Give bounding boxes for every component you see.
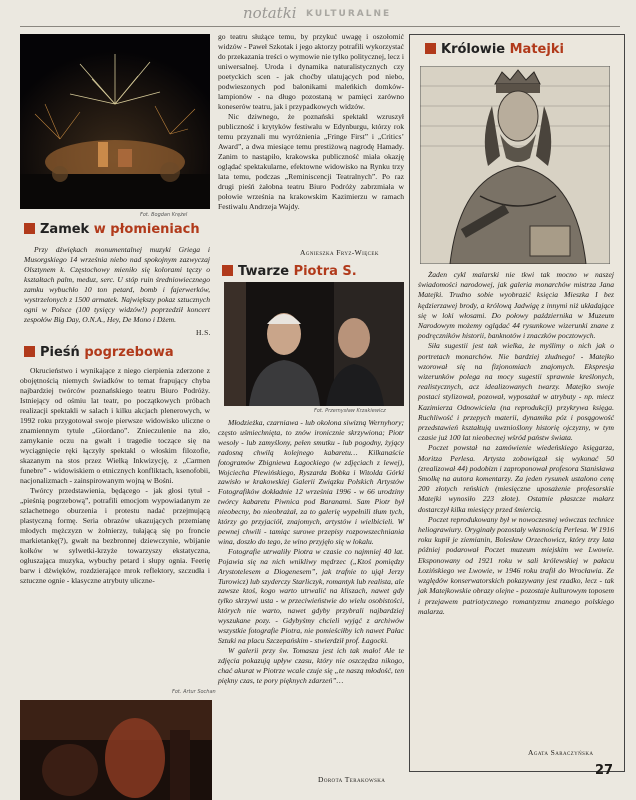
twarze-headline-accent: Piotra S. xyxy=(293,264,357,279)
matejko-signature: Agata Saraczyńska xyxy=(528,748,594,757)
fireworks-photo-art xyxy=(20,34,210,209)
piesn-headline-accent: pogrzebowa xyxy=(84,345,174,360)
fireworks-photo xyxy=(20,34,210,209)
theatre-photo xyxy=(20,700,212,800)
zamek-headline-plain: Zamek xyxy=(40,222,90,237)
section-header-italic: notatki xyxy=(243,4,297,22)
piesn-body xyxy=(20,366,210,586)
matejko-paragraph: Siła sugestii jest tak wielka, że myślimy o nich jak o portretach monarchów. Nie bardziej złudnego! - Matejko wzorował się na fizjonomiach znajomych. Ekspresja wizerunków polega na mocy sugestii sprawnie kreślonych, realistycznych, acz idealizowanych twarzy. Matejko swoje postaci stylizował, pozował, wyposażał w atrybuty - np. miecz Kazimierza Odnowiciela (na reprodukcji) przykrywa księga. Ruchliwość i przepych materii, dynamika póz i posągowość przedstawień kształtują uwznioślony historię ojczyzny, w tym czasie już 100 lat nieobecnej wśród państw świata. xyxy=(418,341,614,443)
matejko-headline-accent: Matejki xyxy=(509,42,564,57)
column2-signature: Agnieszka Fryz-Więcek xyxy=(300,248,379,257)
matejko-headline-plain: Królowie xyxy=(441,42,506,57)
headline-square-icon xyxy=(425,43,436,54)
twarze-paragraph: Młodzieżka, czarniawa - lub okolona siwizną Wernyhory; często uśmiechnięta, to znów ironicznie skrzywiona; Piotr wesoły - lub zamyślony, pełen smutku - lub pogodny, żyjący radosną chwilą kolejnego kabaretu… Kilkanaście fotogramów Zbigniewa Łagockiego (w zdjęciach z lewej), Wojciecha Plewińskiego, Ryszarda Bobka i Witolda Górki zawisło w krakowskiej Galerii Związku Polskich Artystów Fotografików dokładnie 12 września 1996 - w 66 urodziny twórcy kabaretu Piwnica pod Baranami. Sam Piotr był nieobecny, bo nieobrażał, za to galerię wypełnili tłum tych, którzy go przyjaciół, znajomych, artystów i wielbicieli. W pewnej chwili - tamiąc surowe przepisy rozpowszechniania wina, doszło do tego, że wino przyjęło się w lokalu. xyxy=(218,418,404,546)
matejko-paragraph: Żaden cykl malarski nie tkwi tak mocno w naszej świadomości narodowej, jak galeria monarchów mistrza Jana Matejki. Trudno sobie wyobrazić księcia Mieszka I bez kędzierzawej brody, a królową Jadwigę z innymi niż układające się w loki włosami. Do połowy października w Muzeum Narodowym możemy oglądać 44 rysunkowe wizerunki znane z podręczników historii, banknotów i znaczków pocztowych. xyxy=(418,270,614,341)
section-header-caps: KULTURALNE xyxy=(306,9,392,19)
piotr-photo xyxy=(224,282,404,406)
piesn-paragraph: Okrucieństwo i wynikające z niego cierpienia zderzone z obojętnością niemych świadków to temat frapujący chyba najbardziej twórców poznańskiego teatru Biuro Podróży. Istniejący od ośmiu lat teatr, po początkowych próbach realizacji spektakli w salach i kilku akcjach plenerowych, w 1992 roku przygotował swoje pierwsze widowisko uliczne o znamiennym tytule „Giordano”. Znieczulenie na zło, zamykanie oczu na gwałt i tragedie toczące się na wyciągnięcie ręki łączyły spektakl o włoskim filozofie, skazanym na stos przez Wielką Inkwizycję, z „Carmen funebre” - widowiskiem o etnicznych konfliktach, ksenofobii, nacjonalizmach - zainspirowanym wojną w Bośni. xyxy=(20,366,210,485)
theatre-photo-credit: Fot. Artur Sochan xyxy=(172,689,216,695)
column2-paragraph: Nic dziwnego, że poznański spektakl wzruszył publiczność i krytyków festiwalu w Edynburgu, którzy rok temu przyznali mu wyróżnienia „Fringe First” i „Critics’ Award”, a dwa miesiące temu prestiżową nagrodę Hamady. Zanim to nastąpiło, krakowska publiczność miała okazję oglądać spektakularne, efektowne widowisko na Rynku trzy lata temu, podczas „Reminiscencji Teatralnych”. Po raz drugi pieśń żałobna teatru Biuro Podróży zabrzmiała w połowie września na krakowskim Kazimierzu w ramach Festiwalu Andrzeja Wajdy. xyxy=(218,112,404,211)
fireworks-photo-credit: Fot. Bogdan Krężel xyxy=(140,212,188,218)
theatre-photo-art xyxy=(20,700,212,800)
piotr-photo-art xyxy=(224,282,404,406)
matejko-paragraph: Poczet reprodukowany był w nowoczesnej wówczas technice heliograwiury. Oryginały pozostały własnością Perlesa. W 1916 roku kupił je ziemianin, Bolesław Orzechowicz, który trzy lata później podarował Poczet muzeum miejskim we Lwowie. Eksponowany od 1921 roku w sali królewskiej w pałacu Łozińskiego we Lwowie, w 1946 roku trafił do Wrocławia. Ze względów konserwatorskich pokazywany jest rzadko, lecz - tak jak Matejkowskie obrazy olejne - pozostaje kulturowym toposem i przejawem patriotycznego romantyzmu znanego polskiego malarza. xyxy=(418,514,614,616)
king-engraving xyxy=(420,66,610,264)
piotr-photo-credit: Fot. Przemysław Krzakiewicz xyxy=(314,408,386,414)
zamek-headline-accent: w płomieniach xyxy=(93,222,200,237)
headline-square-icon xyxy=(222,265,233,276)
twarze-headline xyxy=(222,264,357,279)
piesn-headline xyxy=(24,345,174,360)
column2-paragraph: go teatru służące temu, by przykuć uwagę i oszołomić widzów - Paweł Szkotak i jego aktorzy potrafili wykorzystać do przekazania treści o wymowie nie tylko politycznej, lecz i uniwersalnej. Uroda i dynamika naturalistycznych czy poetyckich scen - jak choćby ulatujących pod niebo, podwieszonych pod balonikami maleńkich domków-lampionów - na długo pozostaną w pamięci zarówno koneserów teatru, jak i przypadkowych widzów. xyxy=(218,32,404,111)
twarze-body xyxy=(218,418,404,685)
header-rule xyxy=(20,26,620,27)
twarze-signature: Dorota Terakowska xyxy=(318,775,386,784)
zamek-signature: H.S. xyxy=(196,328,211,337)
column2-body xyxy=(218,32,404,212)
zamek-body: Przy dźwiękach monumentalnej muzyki Griega i Musorgskiego 14 września niebo nad spokojnym zazwyczaj Olsztynem k. Częstochowy mieniło się kolorami tęczy o kształtach palm, meduz, serc. U stóp ruin średniowiecznego zamku wybuchło 10 ton petard, bomb i fajerwerków, wystrzelonych z 1500 armatek. Największy pokaz sztucznych ogni w Polsce (100 tysięcy widzów!) poprzedził koncert zespołów Big Day, O.N.A., Hey, De Mono i Dżem. xyxy=(24,245,210,324)
king-engraving-art xyxy=(420,66,610,264)
page-number: 27 xyxy=(595,763,614,778)
piesn-paragraph: Twórcy przedstawienia, będącego - jak głosi tytuł - „pieśnią pogrzebową”, potrafili emocjom wypowiadanym ze szlachetnego oburzenia i protestu nadać przejmującą plastyczną formę. Seria obrazów ukazujących przemianę młodych mężczyzn w żołnierzy, tułającą się po froncie markietankę(?), gwałt na bezbronnej dziewczynie, wbijanie kołków w sylwetki-krzyże towarzyszy ekstatyczna, ogłuszająca muzyka, wybuchy petard i słupy ognia. Feerię barw i dźwięków, rozdzierające mrok reflektory, szczudła i sztuczne ognie - klasyczne atrybuty uliczne- xyxy=(20,486,210,585)
twarze-paragraph: W galerii przy św. Tomasza jest ich tak mało! Ale te zdjęcia pokazują upływ czasu, który nie oszczędza nikogo, chać akurat w Piotrze wcale czuje się „te naszą młodość, ten piękny czas, te pory pięknych zdarzeń”… xyxy=(218,645,404,685)
matejko-body xyxy=(418,270,614,617)
matejko-headline xyxy=(425,42,564,57)
piesn-headline-plain: Pieśń xyxy=(40,345,80,360)
zamek-headline xyxy=(24,222,200,237)
headline-square-icon xyxy=(24,223,35,234)
headline-square-icon xyxy=(24,346,35,357)
twarze-paragraph: Fotografie utrwaliły Piotra w czasie co najmniej 40 lat. Pojawia się na nich wnikliwy mędrzec („Ktoś pomiędzy Arystotelesem a Diogenesem”, jak trafnie to ujął Jerzy Turowicz) lub szyderczy Starliczyk, romantyk lub realista, ale zawsze ktoś, kogo warto utrwalić na kliszach, nawet gdy tylko skrzywi usta - w przeciwieństwie do wielu osobistości, których nie warto, nawet gdyby przybrali najbardziej wyszukane pozy. - Gdybyśmy chcieli wyjąć z archiwów wszystkie fotografie Piotra, nie pomieściłby ich nawet Pałac Sztuki na placu Szczepańskim - stwierdził prof. Łagocki. xyxy=(218,546,404,645)
matejko-paragraph: Poczet powstał na zamówienie wiedeńskiego księgarza, Moritza Perlesa. Artysta zobowiązał się wykonać 50 (zrealizował 44) podobizn i zaproponował profesora Stanisława Smolkę na autora komentarzy. Za jeden rysunek ustalono cenę 200 złotych reńskich (miesięczne uposażenie profesorskie Matejki wynosiło 223 złote). Ostatnie płaszcze małarz dostarczył kilka miesięcy przed śmiercią. xyxy=(418,443,614,514)
twarze-headline-plain: Twarze xyxy=(238,264,290,279)
